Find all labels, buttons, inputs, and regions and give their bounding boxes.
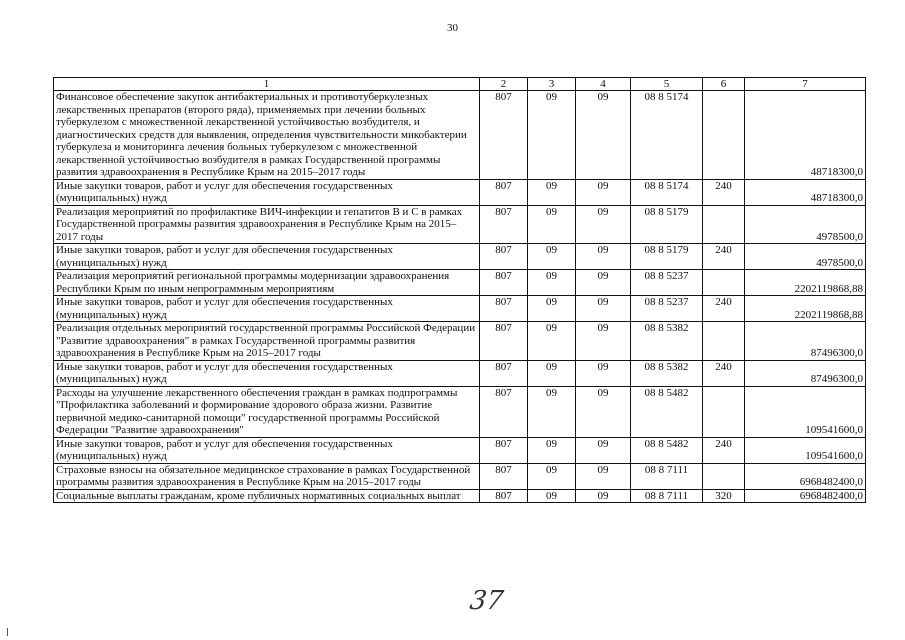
cell-col-4: 09 (576, 489, 631, 503)
cell-col-6 (703, 91, 745, 180)
column-header: 1 (54, 78, 480, 91)
cell-description: Реализация отдельных мероприятий государственной программы Российской Федерации "Развитие здравоохранения" в рамках Государственной программы развития здравоохранения в Республике Крым на 2015–2017 годы (54, 322, 480, 361)
cell-description: Реализация мероприятий региональной программы модернизации здравоохранения Республики Крым по иным непрограммным мероприятиям (54, 270, 480, 296)
table-row (54, 489, 866, 503)
cell-col-2: 807 (480, 91, 528, 180)
cell-col-7: 2202119868,88 (745, 270, 866, 296)
cell-col-7: 6968482400,0 (745, 463, 866, 489)
column-header: 3 (528, 78, 576, 91)
cell-description: Иные закупки товаров, работ и услуг для обеспечения государственных (муниципальных) нужд (54, 437, 480, 463)
table-row (54, 360, 866, 386)
edge-mark (7, 628, 8, 636)
cell-col-7: 87496300,0 (745, 322, 866, 361)
cell-col-5: 08 8 5482 (631, 386, 703, 437)
cell-col-6 (703, 270, 745, 296)
cell-col-7: 6968482400,0 (745, 489, 866, 503)
cell-col-5: 08 8 5174 (631, 179, 703, 205)
column-header: 2 (480, 78, 528, 91)
cell-col-4: 09 (576, 386, 631, 437)
cell-col-2: 807 (480, 296, 528, 322)
cell-description: Иные закупки товаров, работ и услуг для обеспечения государственных (муниципальных) нужд (54, 360, 480, 386)
cell-col-7: 2202119868,88 (745, 296, 866, 322)
cell-col-7: 109541600,0 (745, 437, 866, 463)
cell-col-2: 807 (480, 322, 528, 361)
table-row (54, 296, 866, 322)
cell-description: Иные закупки товаров, работ и услуг для обеспечения государственных (муниципальных) нужд (54, 244, 480, 270)
cell-col-3: 09 (528, 437, 576, 463)
cell-col-7: 109541600,0 (745, 386, 866, 437)
table-row (54, 386, 866, 437)
cell-col-5: 08 8 5382 (631, 322, 703, 361)
cell-col-2: 807 (480, 244, 528, 270)
page-number: 30 (447, 22, 458, 34)
cell-col-2: 807 (480, 360, 528, 386)
cell-col-5: 08 8 7111 (631, 463, 703, 489)
cell-col-5: 08 8 5174 (631, 91, 703, 180)
column-header: 7 (745, 78, 866, 91)
cell-col-3: 09 (528, 360, 576, 386)
cell-col-2: 807 (480, 270, 528, 296)
table-row (54, 179, 866, 205)
cell-col-3: 09 (528, 386, 576, 437)
cell-col-5: 08 8 5179 (631, 244, 703, 270)
cell-description: Иные закупки товаров, работ и услуг для обеспечения государственных (муниципальных) нужд (54, 179, 480, 205)
cell-col-4: 09 (576, 205, 631, 244)
table-body (54, 91, 866, 503)
column-header: 6 (703, 78, 745, 91)
cell-description: Страховые взносы на обязательное медицинское страхование в рамках Государственной программы развития здравоохранения в Республике Крым на 2015–2017 годы (54, 463, 480, 489)
budget-table (53, 77, 866, 503)
cell-col-4: 09 (576, 437, 631, 463)
column-header: 4 (576, 78, 631, 91)
cell-description: Реализация мероприятий по профилактике ВИЧ-инфекции и гепатитов В и С в рамках Государственной программы развития здравоохранения в Республике Крым на 2015–2017 годы (54, 205, 480, 244)
cell-col-6 (703, 322, 745, 361)
table-row (54, 270, 866, 296)
cell-col-7: 48718300,0 (745, 179, 866, 205)
cell-col-6: 240 (703, 437, 745, 463)
cell-col-6 (703, 463, 745, 489)
cell-col-6 (703, 205, 745, 244)
cell-col-6: 240 (703, 244, 745, 270)
cell-col-3: 09 (528, 463, 576, 489)
cell-col-2: 807 (480, 437, 528, 463)
cell-col-3: 09 (528, 205, 576, 244)
table-row (54, 244, 866, 270)
cell-col-4: 09 (576, 244, 631, 270)
cell-col-7: 4978500,0 (745, 205, 866, 244)
cell-col-2: 807 (480, 205, 528, 244)
cell-col-5: 08 8 5237 (631, 296, 703, 322)
cell-col-3: 09 (528, 270, 576, 296)
cell-col-2: 807 (480, 179, 528, 205)
cell-col-6: 240 (703, 360, 745, 386)
handwritten-page-number: 37 (467, 586, 506, 616)
cell-col-4: 09 (576, 179, 631, 205)
cell-col-3: 09 (528, 489, 576, 503)
column-header: 5 (631, 78, 703, 91)
cell-col-5: 08 8 5382 (631, 360, 703, 386)
cell-col-5: 08 8 5179 (631, 205, 703, 244)
table-row (54, 437, 866, 463)
cell-col-6: 240 (703, 179, 745, 205)
cell-description: Иные закупки товаров, работ и услуг для обеспечения государственных (муниципальных) нужд (54, 296, 480, 322)
cell-col-2: 807 (480, 386, 528, 437)
cell-col-2: 807 (480, 463, 528, 489)
cell-col-7: 4978500,0 (745, 244, 866, 270)
cell-col-4: 09 (576, 360, 631, 386)
cell-col-3: 09 (528, 296, 576, 322)
cell-col-3: 09 (528, 179, 576, 205)
cell-description: Финансовое обеспечение закупок антибактериальных и противотуберкулезных лекарственных препаратов (второго ряда), применяемых при лечении больных туберкулезом с множественной лекарственной устойчивостью возбудителя, и диагностических средств для выявления, определения чувствительности микобактерии туберкулеза и мониторинга лечения больных туберкулезом с множественной лекарственной устойчивостью возбудителя в рамках Государственной программы развития здравоохранения в Республике Крым на 2015–2017 годы (54, 91, 480, 180)
cell-col-4: 09 (576, 91, 631, 180)
cell-col-5: 08 8 5482 (631, 437, 703, 463)
cell-col-3: 09 (528, 244, 576, 270)
table-row (54, 205, 866, 244)
cell-col-6: 320 (703, 489, 745, 503)
cell-col-3: 09 (528, 322, 576, 361)
cell-description: Расходы на улучшение лекарственного обеспечения граждан в рамках подпрограммы "Профилактика заболеваний и формирование здорового образа жизни. Развитие первичной медико-санитарной помощи" государственной программы Российской Федерации "Развитие здравоохранения" (54, 386, 480, 437)
cell-col-7: 87496300,0 (745, 360, 866, 386)
cell-col-2: 807 (480, 489, 528, 503)
cell-col-3: 09 (528, 91, 576, 180)
cell-col-4: 09 (576, 322, 631, 361)
cell-col-6: 240 (703, 296, 745, 322)
cell-description: Социальные выплаты гражданам, кроме публичных нормативных социальных выплат (54, 489, 480, 503)
cell-col-5: 08 8 7111 (631, 489, 703, 503)
cell-col-7: 48718300,0 (745, 91, 866, 180)
cell-col-4: 09 (576, 296, 631, 322)
cell-col-4: 09 (576, 270, 631, 296)
cell-col-4: 09 (576, 463, 631, 489)
table-row (54, 91, 866, 180)
table-header-row (54, 78, 866, 91)
cell-col-6 (703, 386, 745, 437)
table-row (54, 463, 866, 489)
cell-col-5: 08 8 5237 (631, 270, 703, 296)
table-row (54, 322, 866, 361)
